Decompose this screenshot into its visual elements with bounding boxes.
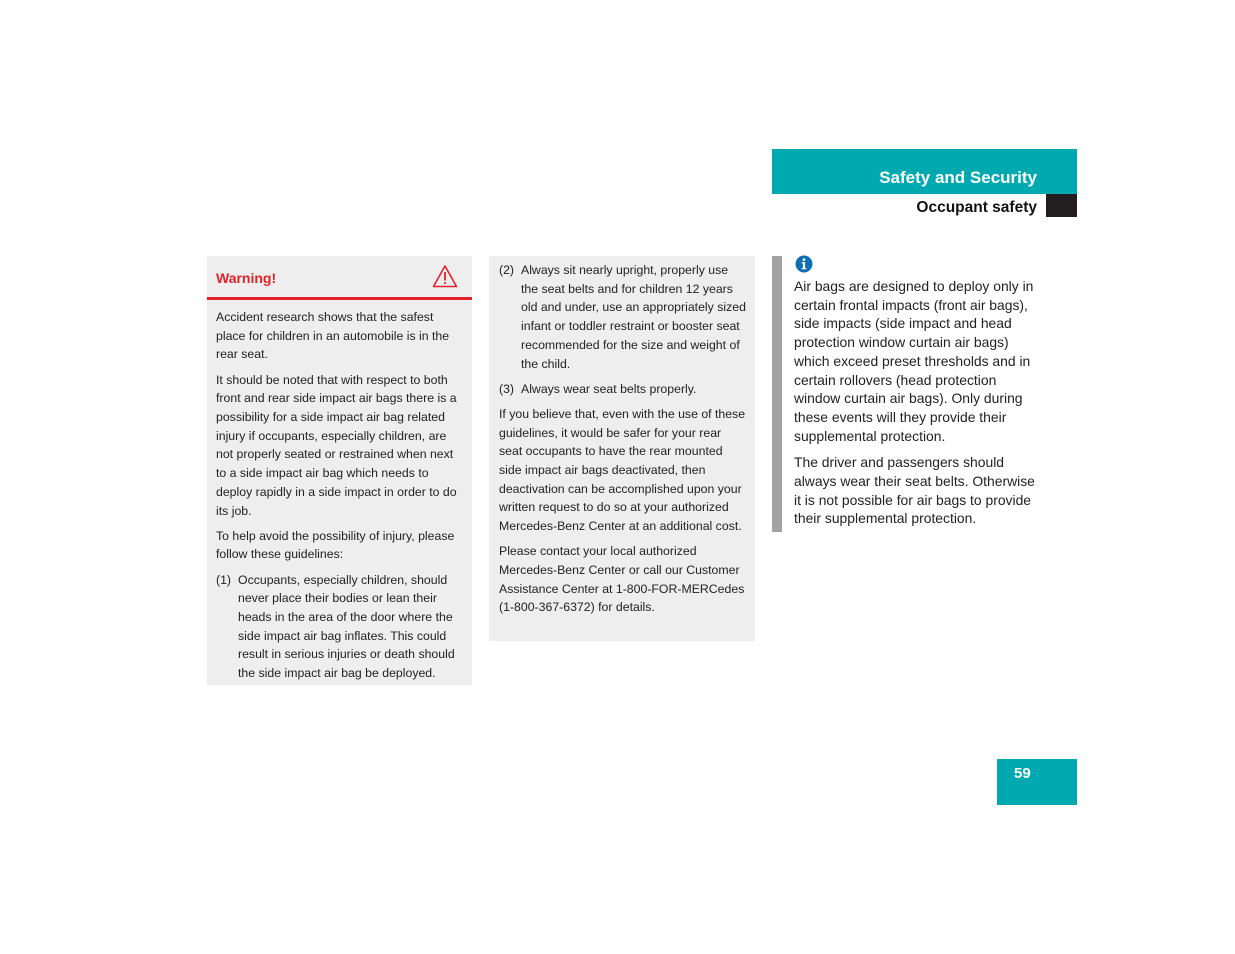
info-sidebar-bar [772, 256, 782, 532]
subsection-title: Occupant safety [916, 199, 1037, 216]
guideline-text: Always wear seat belts properly. [521, 381, 697, 396]
warning-triangle-icon [432, 264, 458, 288]
info-paragraph: Air bags are designed to deploy only in certain frontal impacts (front air bags), side impacts (side impact and head protection window curtain air bags) which exceed preset thresholds and in certain rollovers (head protection window curtain air bags). Only during these events will they provide their supplemental protection. [794, 278, 1034, 444]
guideline-item [499, 380, 746, 399]
guideline-number: (3) [499, 381, 515, 396]
info-note [794, 277, 1042, 536]
warning-label: Warning! [216, 270, 277, 286]
warning-box [207, 256, 472, 685]
page-number-box [997, 759, 1077, 805]
info-paragraph: The driver and passengers should always wear their seat belts. Otherwise it is not possible for air bags to provide their supplemental protection. [794, 454, 1035, 527]
info-icon [795, 255, 813, 273]
warning-body [207, 300, 472, 683]
contact-paragraph: Please contact your local authorized Mercedes-Benz Center or call our Customer Assistance Center at 1-800-FOR-MERCedes (1-800-367-6372) for details. [499, 544, 745, 615]
warning-paragraph: To help avoid the possibility of injury, please follow these guidelines: [216, 528, 455, 562]
guideline-text: Always sit nearly upright, properly use the seat belts and for children 12 years old and under, use an appropriately sized infant or toddler restraint or booster seat recommended for the size and weight of the child. [521, 263, 746, 371]
guideline-text: Occupants, especially children, should never place their bodies or lean their heads in the area of the door where the side impact air bag inflates. This could result in serious injuries or death should the side impact air bag be deployed. [238, 572, 455, 681]
deactivation-paragraph: If you believe that, even with the use of these guidelines, it would be safer for your rear seat occupants to have the rear mounted side impact air bags deactivated, then deactivation can be accomplished upon your written request to do so at your authorized Mercedes-Benz Center at an additional cost. [499, 406, 746, 534]
guideline-number: (2) [499, 263, 515, 277]
section-marker [1046, 194, 1077, 217]
guideline-item [499, 261, 746, 373]
guideline-number: (1) [216, 572, 232, 587]
section-header-bar [772, 149, 1077, 194]
warning-continued-body [489, 256, 755, 617]
page-number: 59 [1014, 765, 1031, 782]
warning-continued-box [489, 256, 755, 641]
warning-paragraph: It should be noted that with respect to both front and rear side impact air bags there is a possibility for a side impact air bag related injury if occupants, especially children, are not properly seated or restrained when next to a side impact air bag which needs to deploy rapidly in a side impact in order to do its job. [216, 372, 457, 518]
section-title: Safety and Security [879, 168, 1037, 187]
guideline-item [216, 571, 463, 683]
warning-header [207, 256, 472, 300]
warning-paragraph: Accident research shows that the safest place for children in an automobile is in the rear seat. [216, 310, 450, 362]
